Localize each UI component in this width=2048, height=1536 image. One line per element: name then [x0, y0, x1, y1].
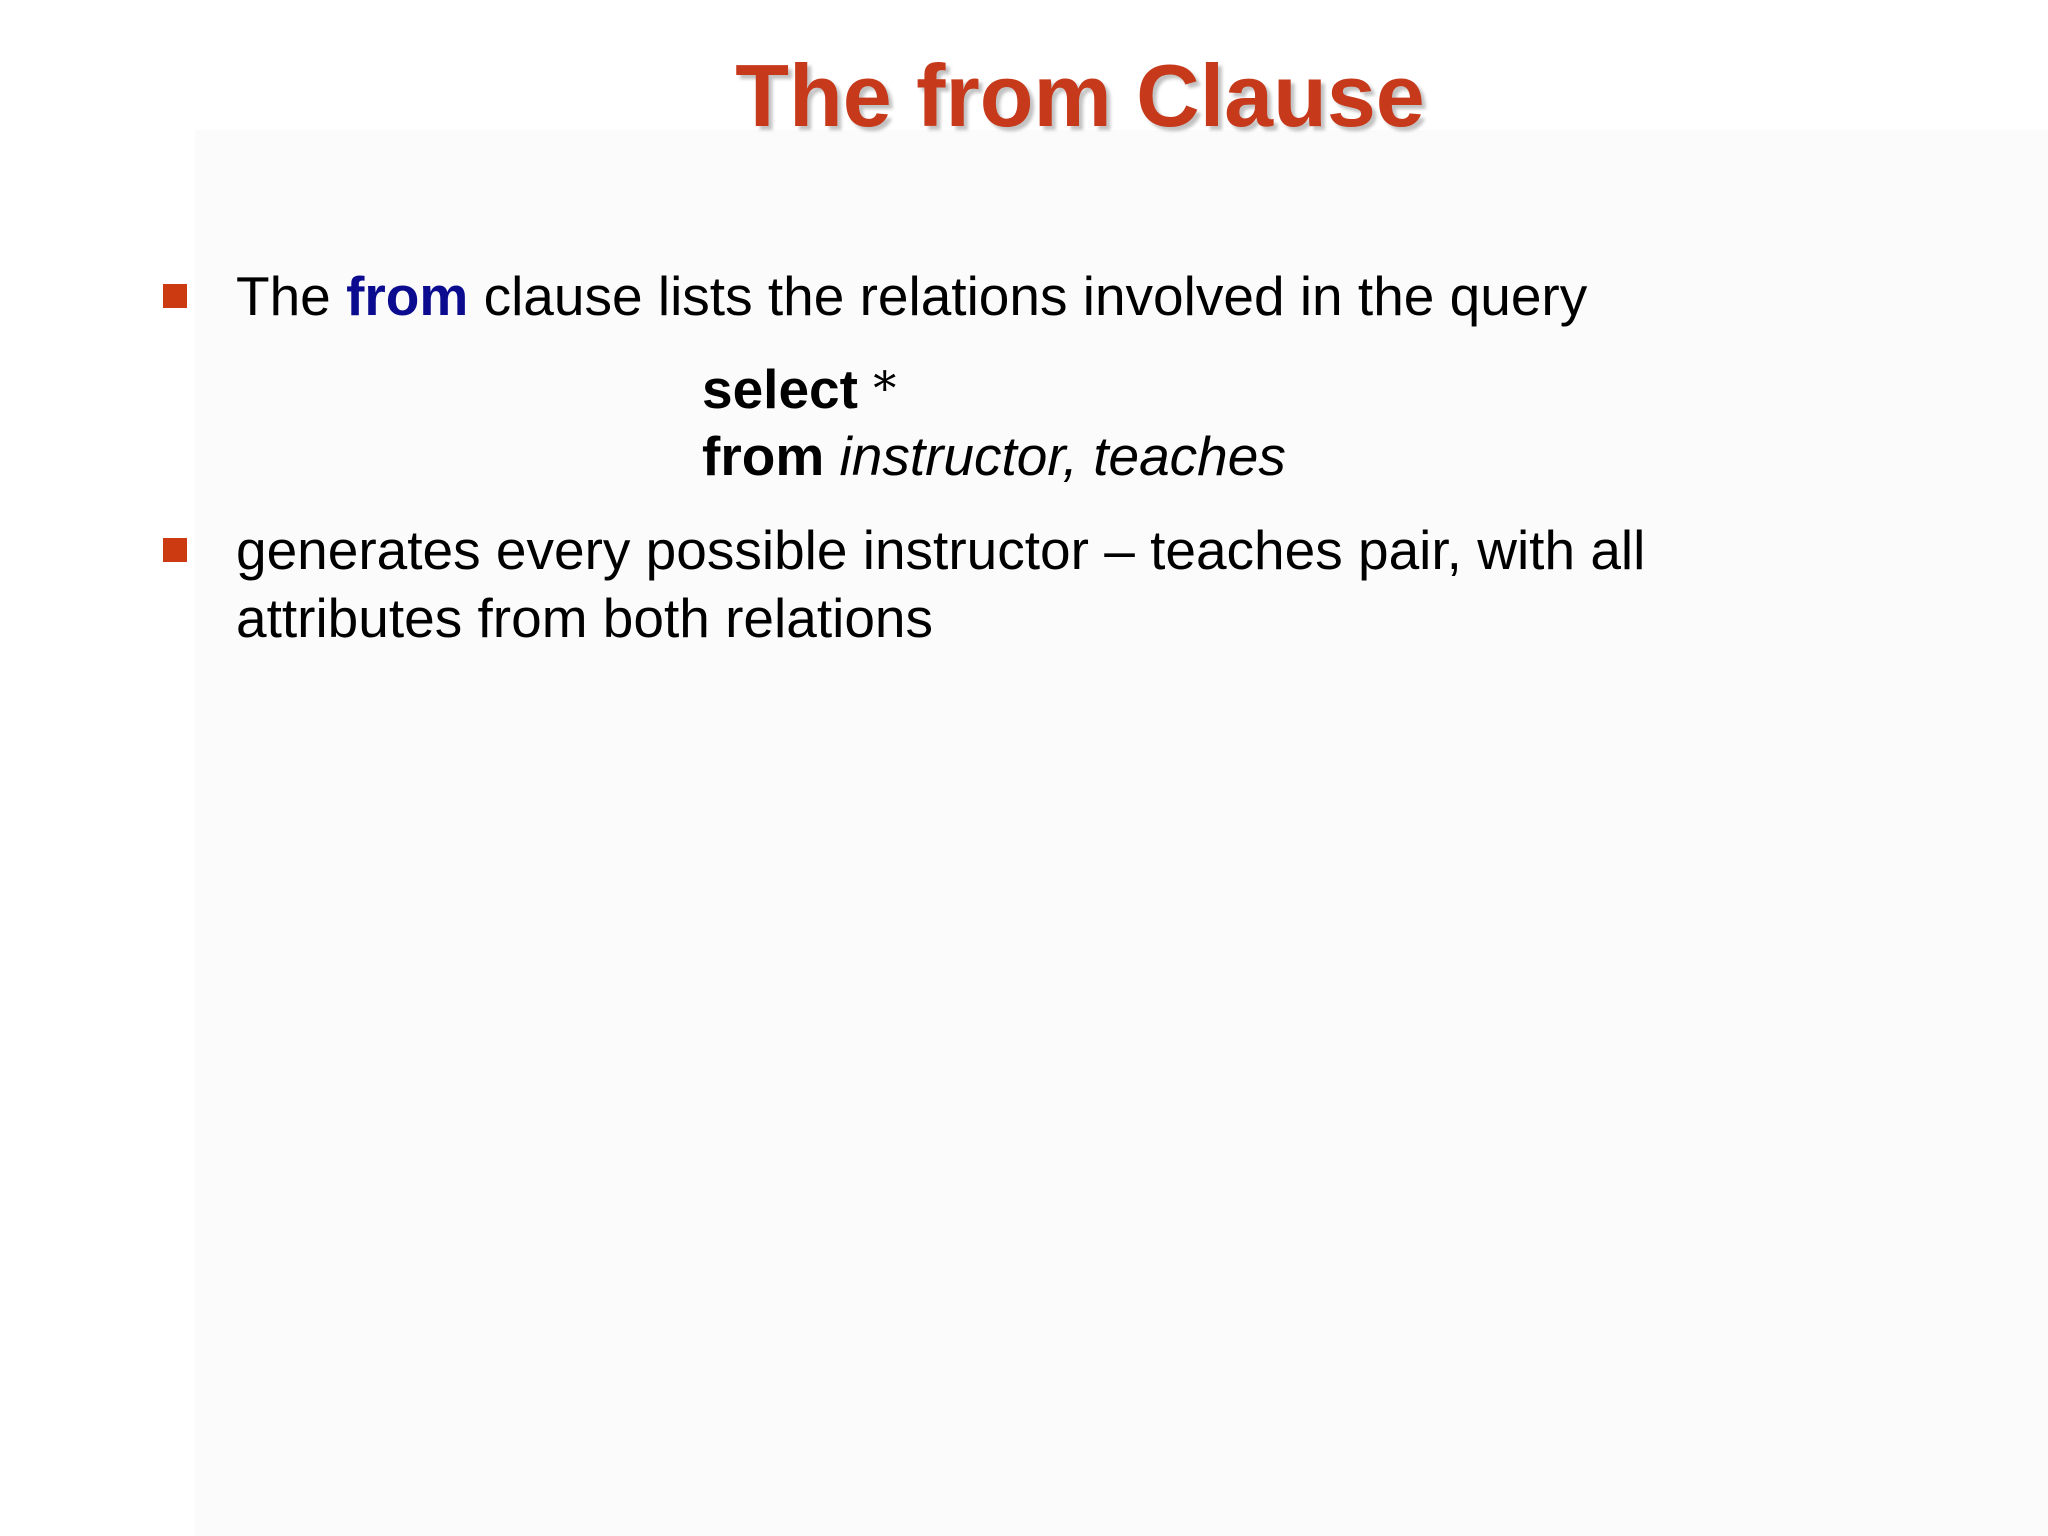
bullet-marker — [163, 538, 187, 562]
sql-select-line — [702, 354, 896, 423]
bullet-1-text-after: clause lists the relations involved in the query — [483, 265, 1588, 327]
slide-title: The from Clause — [735, 46, 1425, 145]
content-panel — [195, 130, 2048, 1536]
from-keyword-highlight: from — [346, 265, 469, 327]
bullet-2-line-1: generates every possible instructor – teaches pair, with all — [236, 519, 1646, 581]
bullet-1-text-before: The — [236, 265, 331, 327]
select-star: * — [873, 361, 897, 415]
from-keyword: from — [702, 425, 825, 487]
from-relations: instructor, teaches — [839, 425, 1286, 487]
bullet-marker — [163, 284, 187, 308]
select-keyword: select — [702, 358, 858, 420]
bullet-item-2 — [236, 516, 1645, 652]
bullet-2-line-2: attributes from both relations — [236, 587, 934, 649]
bullet-item-1 — [236, 262, 1587, 330]
sql-from-line — [702, 422, 1286, 490]
